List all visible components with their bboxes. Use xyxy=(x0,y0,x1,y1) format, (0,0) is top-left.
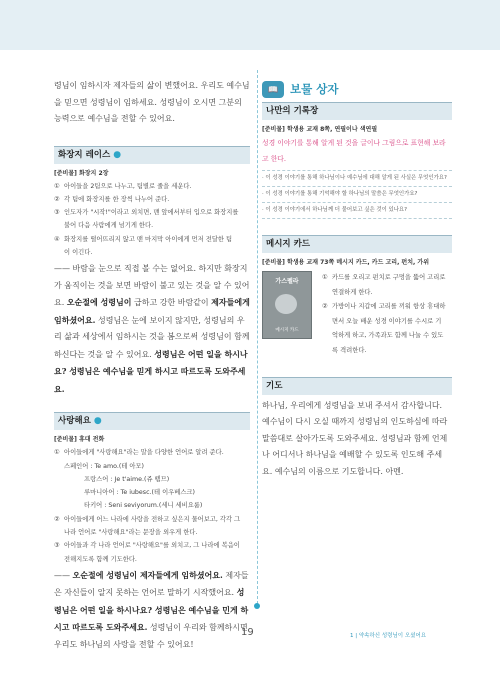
record-materials: [준비물] 학생용 교재 8쪽, 연필이나 색연필 xyxy=(262,126,378,133)
language-item: 루마니아어 : Te iubesc.(테 이우베스크) xyxy=(84,489,195,497)
divider-dot xyxy=(254,603,260,609)
relay-materials: [준비물] 화장지 2장 xyxy=(54,169,109,177)
message-step: 면서 오늘 배운 성경 이야기를 수시로 기 xyxy=(332,317,442,325)
question-item: · 이 성경 이야기를 통해 기억해야 할 하나님의 말씀은 무엇인가요? xyxy=(262,186,452,202)
relay-step: 아이들을 2팀으로 나누고, 팀별로 줄을 세운다. xyxy=(64,182,192,190)
record-questions xyxy=(262,170,452,219)
message-step: 연결하게 한다. xyxy=(332,288,373,296)
love-step: 아이들과 각 나라 언어로 "사랑해요"를 외치고, 그 나라에 복음이 xyxy=(64,542,240,550)
love-paragraph: —— 오순절에 성령님이 제자들에게 임하셨어요. 제자들은 자신들이 알지 못하는 언어로 말하기 시작했어요. 성령님은 어떤 일을 하시나요? 성령님은 예수님을 민게 하시고 따르도록 도와주세요. 성령님이 우리와 함께하시면 우리도 하나님의 사랑을 전할 수 있어요! xyxy=(54,569,249,649)
message-card-image xyxy=(262,271,312,339)
love-step: 아이들에게 어느 나라에 사랑을 전하고 싶은지 물어보고, 각각 그 xyxy=(64,515,241,523)
prayer-heading: 기도 xyxy=(262,377,452,395)
relay-heading xyxy=(54,146,250,164)
card-title: 가스펠라 xyxy=(275,278,299,285)
relay-step: 불어 다음 사람에게 넘기게 한다. xyxy=(64,222,154,230)
question-item: · 이 성경 이야기에서 하나님께 더 물어보고 싶은 것이 있나요? xyxy=(262,202,452,219)
love-materials: [준비물] 휴대 전화 xyxy=(54,436,105,444)
love-step: 전해지도록 함께 기도한다. xyxy=(64,555,137,563)
message-step: 록 격려한다. xyxy=(332,346,367,354)
column-divider xyxy=(257,70,258,604)
relay-step: 이 이긴다. xyxy=(64,248,93,256)
language-item: 타키어 : Seni seviyorum.(세니 세비요룸) xyxy=(84,502,203,510)
cake-icon xyxy=(275,294,297,314)
record-heading: 나만의 기록장 xyxy=(262,102,452,120)
relay-step: 화장지를 떨어뜨리지 않고 맨 마지막 아이에게 먼저 전달한 팀 xyxy=(64,235,233,243)
relay-step: 인도자가 "시작!"이라고 외치면, 맨 앞에서부터 입으로 화장지를 xyxy=(64,209,239,217)
right-column xyxy=(262,78,452,480)
left-column xyxy=(54,78,250,653)
bullet-dot-icon: ● xyxy=(93,416,102,427)
treasure-box-title: 보물 상자 xyxy=(290,82,339,96)
love-heading xyxy=(54,412,250,430)
top-band xyxy=(0,0,500,50)
message-step: 가방이나 지갑에 고리를 끼워 항상 휴대하 xyxy=(332,303,446,311)
running-title: 1 | 약속하신 성령님이 오셨어요 xyxy=(350,633,427,639)
love-steps: ① 아이들에게 "사랑해요"라는 말을 다양한 언어로 알려 준다. 스페인어 : Te amo.(테 아모) 프랑스어 : Je t'aime.(쥬 뗌므) 루마니아어 : Te iubesc.(테 이우베스크) 타키어 : Seni seviyorum.(세니 세비요룸) ② 아이들에게 어느 나라에 사랑을 전하고 싶은지 물어보고, 각각 그 나라 언어로 "사랑해요"라는 문장을 외우게 한다. ③ 아이들과 각 나라 언어로 "사랑해요"를 외치고, 그 나라에 복음이 전해지도록 함께 기도한다. xyxy=(54,446,250,566)
message-heading: 메시지 카드 xyxy=(262,235,452,253)
message-card-block xyxy=(262,271,452,359)
card-subtitle: 메시지 카드 xyxy=(275,328,299,333)
message-materials: [준비물] 학생용 교재 73쪽 메시지 카드, 카드 고리, 펀치, 가위 xyxy=(262,259,429,266)
message-step: 카드를 오리고 펀치로 구멍을 뚫어 고리로 xyxy=(332,274,446,281)
relay-title: 화장지 레이스 xyxy=(58,149,111,160)
love-title: 사랑해요 xyxy=(58,416,91,427)
record-instruction: 성경 이야기를 통해 알게 된 것을 글이나 그림으로 표현해 보라고 한다. xyxy=(262,139,446,163)
message-steps: ① 카드를 오리고 펀치로 구멍을 뚫어 고리로 연결하게 한다. ② 가방이나 지갑에 고리를 끼워 항상 휴대하 면서 오늘 배운 성경 이야기를 수시로 기 억하게 하고, 가족과도 함께 나눌 수 있도 록 격려한다. xyxy=(322,271,445,359)
love-step: 아이들에게 "사랑해요"라는 말을 다양한 언어로 알려 준다. xyxy=(64,449,224,457)
treasure-box-heading xyxy=(262,78,452,100)
relay-steps: ① 아이들을 2팀으로 나누고, 팀별로 줄을 세운다. ② 각 팀에 화장지를 한 장씩 나누어 준다. ③ 인도자가 "시작!"이라고 외치면, 맨 앞에서부터 입으로 화장지를 불어 다음 사람에게 넘기게 한다. ④ 화장지를 떨어뜨리지 않고 맨 마지막 아이에게 먼저 전달한 팀 이 이긴다. xyxy=(54,180,250,260)
language-item: 프랑스어 : Je t'aime.(쥬 뗌므) xyxy=(84,475,170,483)
page-number: 19 xyxy=(241,627,254,638)
prayer-text: 하나님, 우리에게 성령님을 보내 주셔서 감사합니다. 예수님이 다시 오실 때까지 성령님의 인도하심에 따라 말씀대로 살아가도록 도와주세요. 성령님과 함께 언제나 어디서나 하나님을 예배할 수 있도록 인도해 주세요. 예수님의 이름으로 기도합니다. 아멘. xyxy=(262,400,448,476)
language-item: 스페인어 : Te amo.(테 아모) xyxy=(64,462,145,470)
relay-paragraph: —— 바람을 눈으로 직접 볼 수는 없어요. 하지만 화장지가 움직이는 것을 보면 바람이 불고 있는 것을 알 수 있어요. 오순절에 성령님이 급하고 강한 바람같이 제자들에게 임하셨어요. 성령님은 눈에 보이지 않지만, 성령님의 우리 삶과 세상에서 임하시는 것을 봄으로써 성령님이 함께하신다는 것을 알 수 있어요. 성령님은 어떤 일을 하시나요? 성령님은 예수님을 믿게 하시고 따르도록 도와주세요. xyxy=(54,264,250,394)
question-item: · 이 성경 이야기를 통해 하나님이나 예수님에 대해 알게 된 사실은 무엇인가요? xyxy=(262,170,452,186)
love-step: 나라 언어로 "사랑해요"라는 문장을 외우게 한다. xyxy=(64,529,198,537)
book-icon: 📖 xyxy=(262,81,284,98)
message-step: 억하게 하고, 가족과도 함께 나눌 수 있도 xyxy=(332,332,444,340)
relay-step: 각 팀에 화장지를 한 장씩 나누어 준다. xyxy=(64,195,170,203)
bullet-dot-icon: ● xyxy=(113,149,122,160)
intro-paragraph: 령님이 임하시자 제자들의 삶이 변했어요. 우리도 예수님을 믿으면 성령님이 임하세요. 성령님이 오시면 그분의 능력으로 예수님을 전할 수 있어요. xyxy=(54,81,250,123)
